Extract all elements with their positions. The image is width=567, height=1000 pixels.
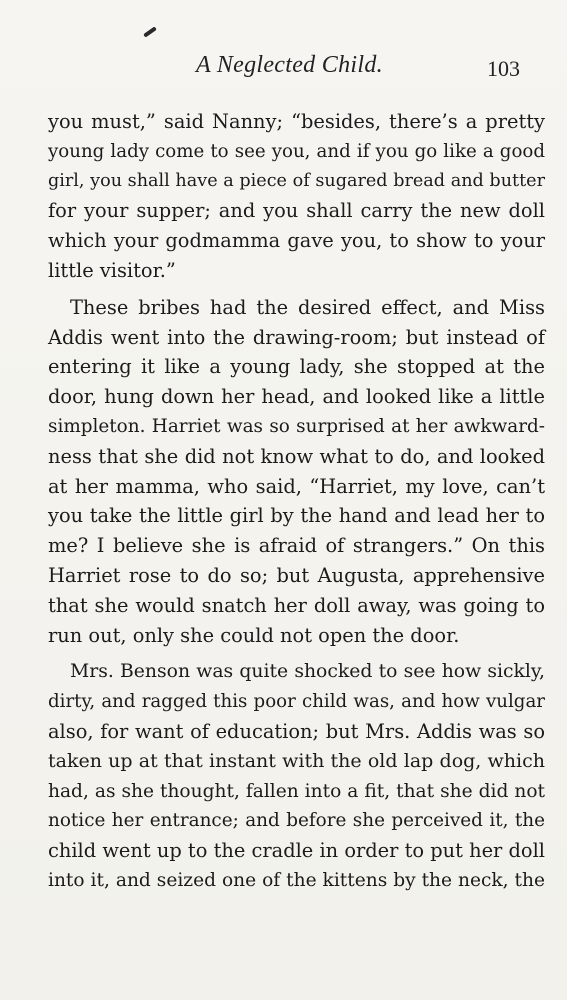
text-line: girl, you shall have a piece of sugared bread and butter <box>48 170 545 191</box>
text-line: for your supper; and you shall carry the new doll <box>48 199 545 223</box>
text-line: taken up at that instant with the old lap dog, which <box>48 749 545 772</box>
text-line: little visitor.” <box>48 258 176 282</box>
paragraph-gap <box>48 650 545 657</box>
paragraph-gap <box>48 286 545 293</box>
text-line: me? I believe she is afraid of strangers.” On this <box>48 534 545 558</box>
text-line: notice her entrance; and before she perceived it, the <box>48 810 545 832</box>
text-line: door, hung down her head, and looked like a little <box>48 385 545 409</box>
text-line: These bribes had the desired effect, and Miss <box>70 295 545 319</box>
text-line: child went up to the cradle in order to put her doll <box>48 839 545 863</box>
text-line: that she would snatch her doll away, was going to <box>48 593 545 617</box>
text-line: which your godmamma gave you, to show to your <box>48 229 545 253</box>
text-line: young lady come to see you, and if you go like a good <box>48 140 545 162</box>
page-number: 103 <box>487 56 520 81</box>
paragraph <box>48 107 545 286</box>
text-line: Harriet rose to do so; but Augusta, apprehensive <box>48 563 545 587</box>
text-line: at her mamma, who said, “Harriet, my love, can’t <box>48 474 545 498</box>
text-line: Mrs. Benson was quite shocked to see how sickly, <box>70 661 545 683</box>
text-line: ness that she did not know what to do, and looked <box>48 444 545 468</box>
text-line: into it, and seized one of the kittens by the neck, the <box>48 869 545 891</box>
text-line: simpleton. Harriet was so surprised at her awkward- <box>48 415 545 437</box>
running-head <box>0 52 567 86</box>
paragraph <box>48 657 545 895</box>
text-line: you must,” said Nanny; “besides, there’s a pretty <box>48 110 545 133</box>
text-line: had, as she thought, fallen into a fit, that she did not <box>48 780 545 802</box>
body-text <box>48 107 545 896</box>
text-line: Addis went into the drawing-room; but instead of <box>48 325 545 349</box>
text-line: dirty, and ragged this poor child was, and how vulgar <box>48 691 545 713</box>
text-line: entering it like a young lady, she stopped at the <box>48 355 545 379</box>
text-line: also, for want of education; but Mrs. Addis was so <box>48 719 545 743</box>
ink-mark <box>143 26 157 37</box>
running-head-title: A Neglected Child. <box>196 52 383 78</box>
text-line: run out, only she could not open the door. <box>48 623 460 647</box>
text-line: you take the little girl by the hand and lead her to <box>48 504 545 528</box>
paragraph <box>48 293 545 651</box>
